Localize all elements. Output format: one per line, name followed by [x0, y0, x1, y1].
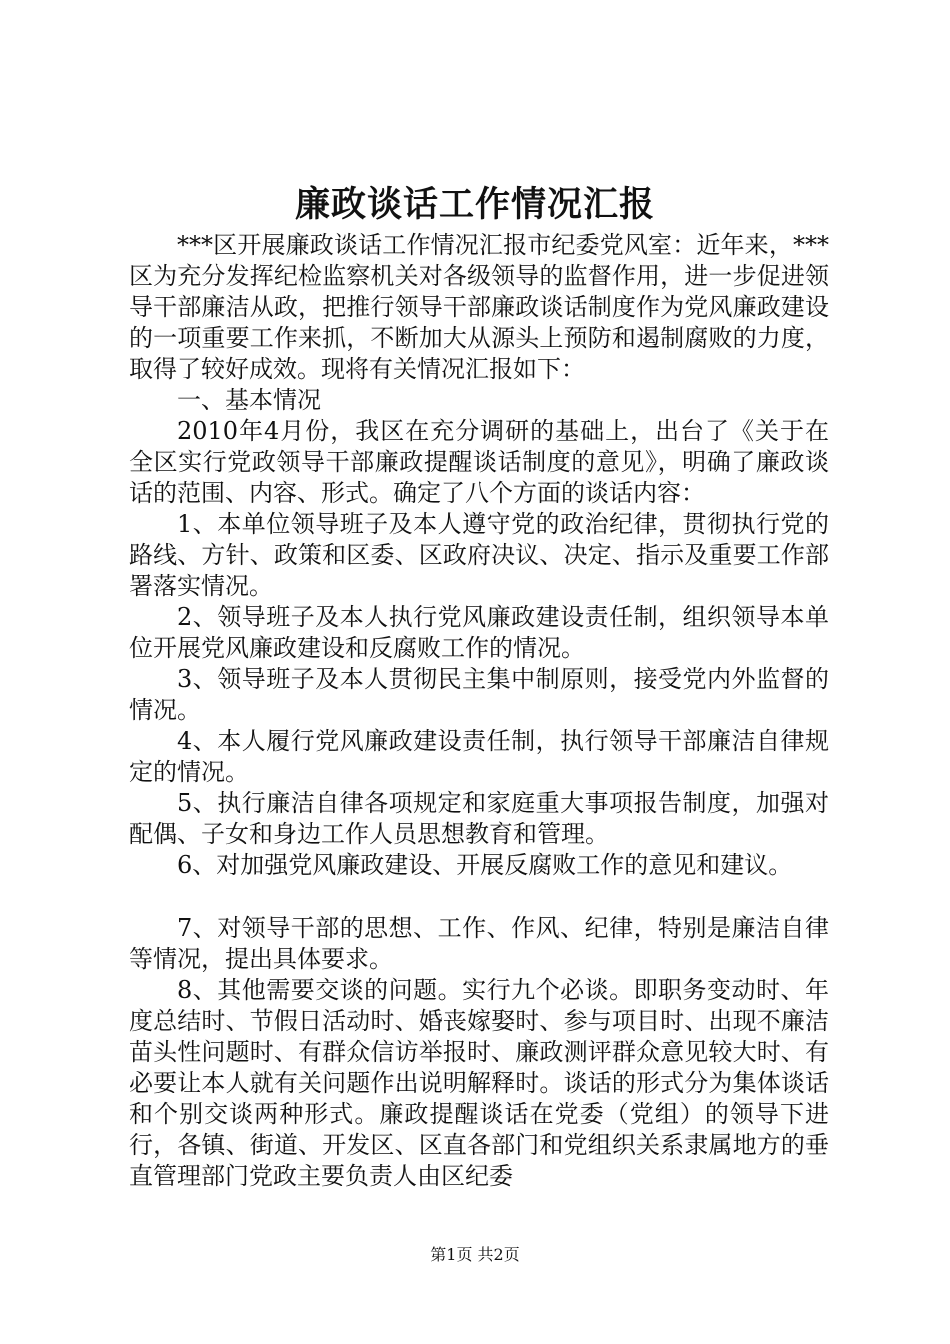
list-item-5: 5、执行廉洁自律各项规定和家庭重大事项报告制度，加强对配偶、子女和身边工作人员思想教育和管理。 — [129, 789, 829, 848]
list-item-4: 4、本人履行党风廉政建设责任制，执行领导干部廉洁自律规定的情况。 — [129, 727, 829, 786]
paragraph-intro: ***区开展廉政谈话工作情况汇报市纪委党风室：近年来，***区为充分发挥纪检监察机关对各级领导的监督作用，进一步促进领导干部廉洁从政，把推行领导干部廉政谈话制度作为党风廉政建设的一项重要工作来抓，不断加大从源头上预防和遏制腐败的力度，取得了较好成效。现将有关情况汇报如下： — [129, 231, 829, 383]
document-body — [129, 230, 829, 1192]
list-item-7: 7、对领导干部的思想、工作、作风、纪律，特别是廉洁自律等情况，提出具体要求。 — [129, 914, 829, 973]
paragraph-background: 2010年4月份，我区在充分调研的基础上，出台了《关于在全区实行党政领导干部廉政提醒谈话制度的意见》，明确了廉政谈话的范围、内容、形式。确定了八个方面的谈话内容： — [129, 417, 829, 507]
list-item-3: 3、领导班子及本人贯彻民主集中制原则，接受党内外监督的情况。 — [129, 665, 829, 724]
list-item-1: 1、本单位领导班子及本人遵守党的政治纪律，贯彻执行党的路线、方针、政策和区委、区政府决议、决定、指示及重要工作部署落实情况。 — [129, 510, 829, 600]
list-item-8: 8、其他需要交谈的问题。实行九个必谈。即职务变动时、年度总结时、节假日活动时、婚丧嫁娶时、参与项目时、出现不廉洁苗头性问题时、有群众信访举报时、廉政测评群众意见较大时、有必要让本人就有关问题作出说明解释时。谈话的形式分为集体谈话和个别交谈两种形式。廉政提醒谈话在党委（党组）的领导下进行，各镇、街道、开发区、区直各部门和党组织关系隶属地方的垂直管理部门党政主要负责人由区纪委 — [129, 976, 829, 1190]
page-footer: 第1页 共2页 — [430, 1245, 520, 1264]
list-item-6: 6、对加强党风廉政建设、开展反腐败工作的意见和建议。 — [177, 851, 793, 879]
section-heading-basic: 一、基本情况 — [177, 386, 321, 414]
list-item-2: 2、领导班子及本人执行党风廉政建设责任制，组织领导本单位开展党风廉政建设和反腐败工作的情况。 — [129, 603, 829, 662]
document-title: 廉政谈话工作情况汇报 — [294, 184, 655, 225]
blank-line — [129, 881, 829, 913]
